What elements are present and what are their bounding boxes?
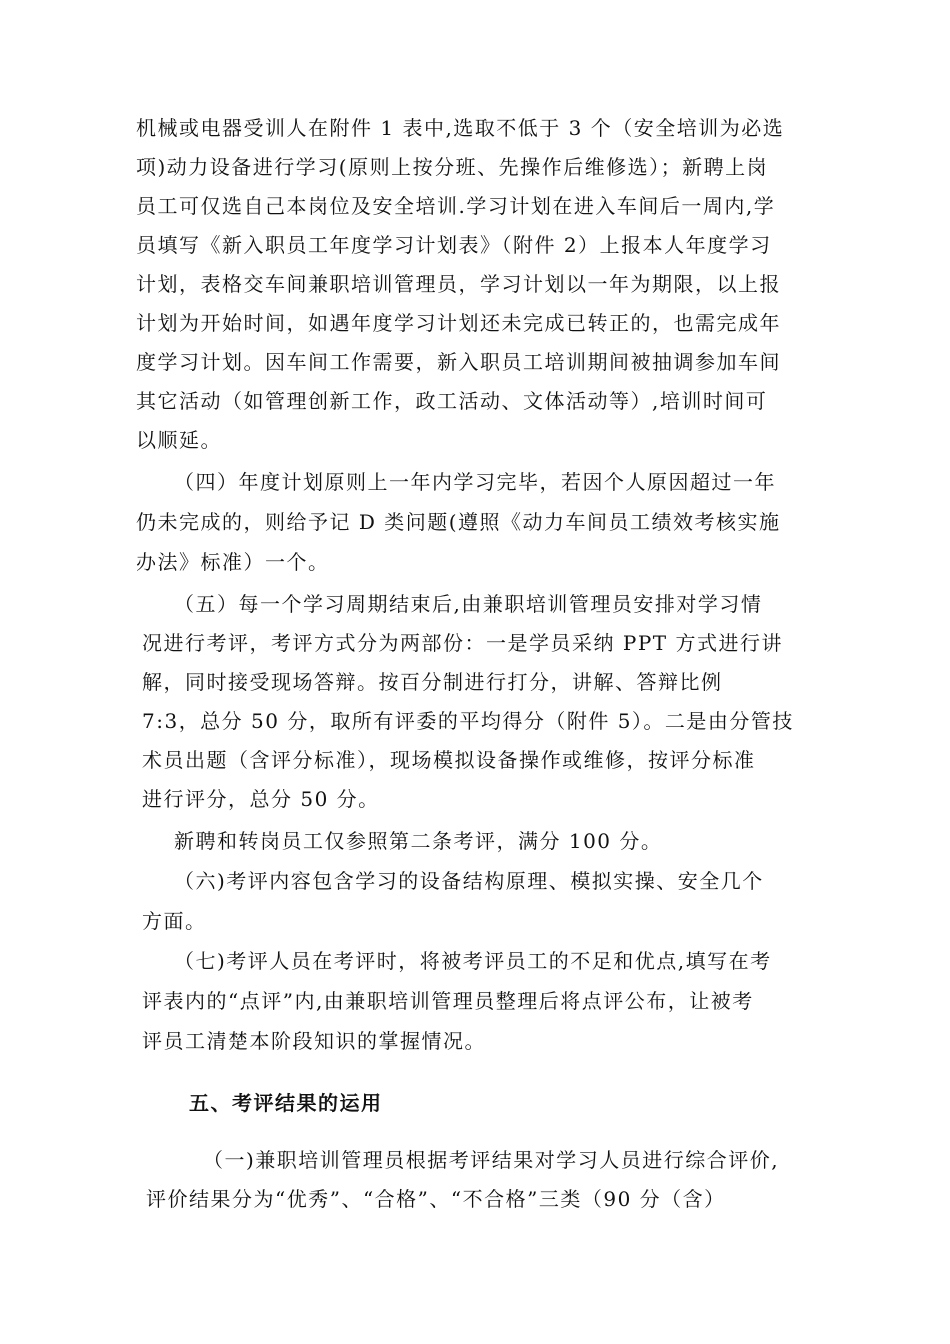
text-line: 仍未完成的，则给予记 D 类问题(遵照《动力车间员工绩效考核实施 [136, 510, 781, 534]
text-line: 计划，表格交车间兼职培训管理员，学习计划以一年为期限，以上报 [136, 272, 781, 296]
text-line: （六)考评内容包含学习的设备结构原理、模拟实操、安全几个 [174, 869, 764, 893]
text-line: 评表内的“点评”内,由兼职培训管理员整理后将点评公布，让被考 [142, 989, 754, 1013]
text-line: 项)动力设备进行学习(原则上按分班、先操作后维修选）；新聘上岗 [136, 155, 769, 179]
text-line: 评员工清楚本阶段知识的掌握情况。 [142, 1029, 486, 1053]
text-line: 度学习计划。因车间工作需要，新入职员工培训期间被抽调参加车间 [136, 350, 781, 374]
text-line: 解，同时接受现场答辩。按百分制进行打分，讲解、答辩比例 [142, 670, 723, 694]
text-line: 员工可仅选自己本岗位及安全培训.学习计划在进入车间后一周内,学 [136, 194, 776, 218]
text-line: （一)兼职培训管理员根据考评结果对学习人员进行综合评价, [203, 1148, 780, 1172]
text-line: 计划为开始时间，如遇年度学习计划还未完成已转正的，也需完成年 [136, 311, 781, 335]
text-line: 方面。 [142, 909, 207, 933]
text-line: 机械或电器受训人在附件 1 表中,选取不低于 3 个（安全培训为必选 [136, 116, 785, 140]
section-heading: 五、考评结果的运用 [189, 1091, 383, 1115]
text-line: （七)考评人员在考评时，将被考评员工的不足和优点,填写在考 [174, 949, 772, 973]
text-line: 进行评分，总分 50 分。 [142, 787, 380, 811]
text-line: 办法》标准）一个。 [136, 550, 330, 574]
text-line: 员填写《新入职员工年度学习计划表》（附件 2）上报本人年度学习 [136, 233, 772, 257]
text-line: 术员出题（含评分标准），现场模拟设备操作或维修，按评分标准 [142, 748, 756, 772]
text-line: （五）每一个学习周期结束后,由兼职培训管理员安排对学习情 [174, 592, 763, 616]
text-line: （四）年度计划原则上一年内学习完毕，若因个人原因超过一年 [174, 470, 776, 494]
text-line: 以顺延。 [136, 428, 222, 452]
text-line: 况进行考评，考评方式分为两部份：一是学员采纳 PPT 方式进行讲 [142, 631, 783, 655]
text-line: 新聘和转岗员工仅参照第二条考评，满分 100 分。 [174, 829, 663, 853]
text-line: 7:3，总分 50 分，取所有评委的平均得分（附件 5）。二是由分管技 [142, 709, 794, 733]
text-line: 评价结果分为“优秀”、“合格”、“不合格”三类（90 分（含） [146, 1187, 726, 1211]
text-line: 其它活动（如管理创新工作，政工活动、文体活动等）,培训时间可 [136, 389, 768, 413]
